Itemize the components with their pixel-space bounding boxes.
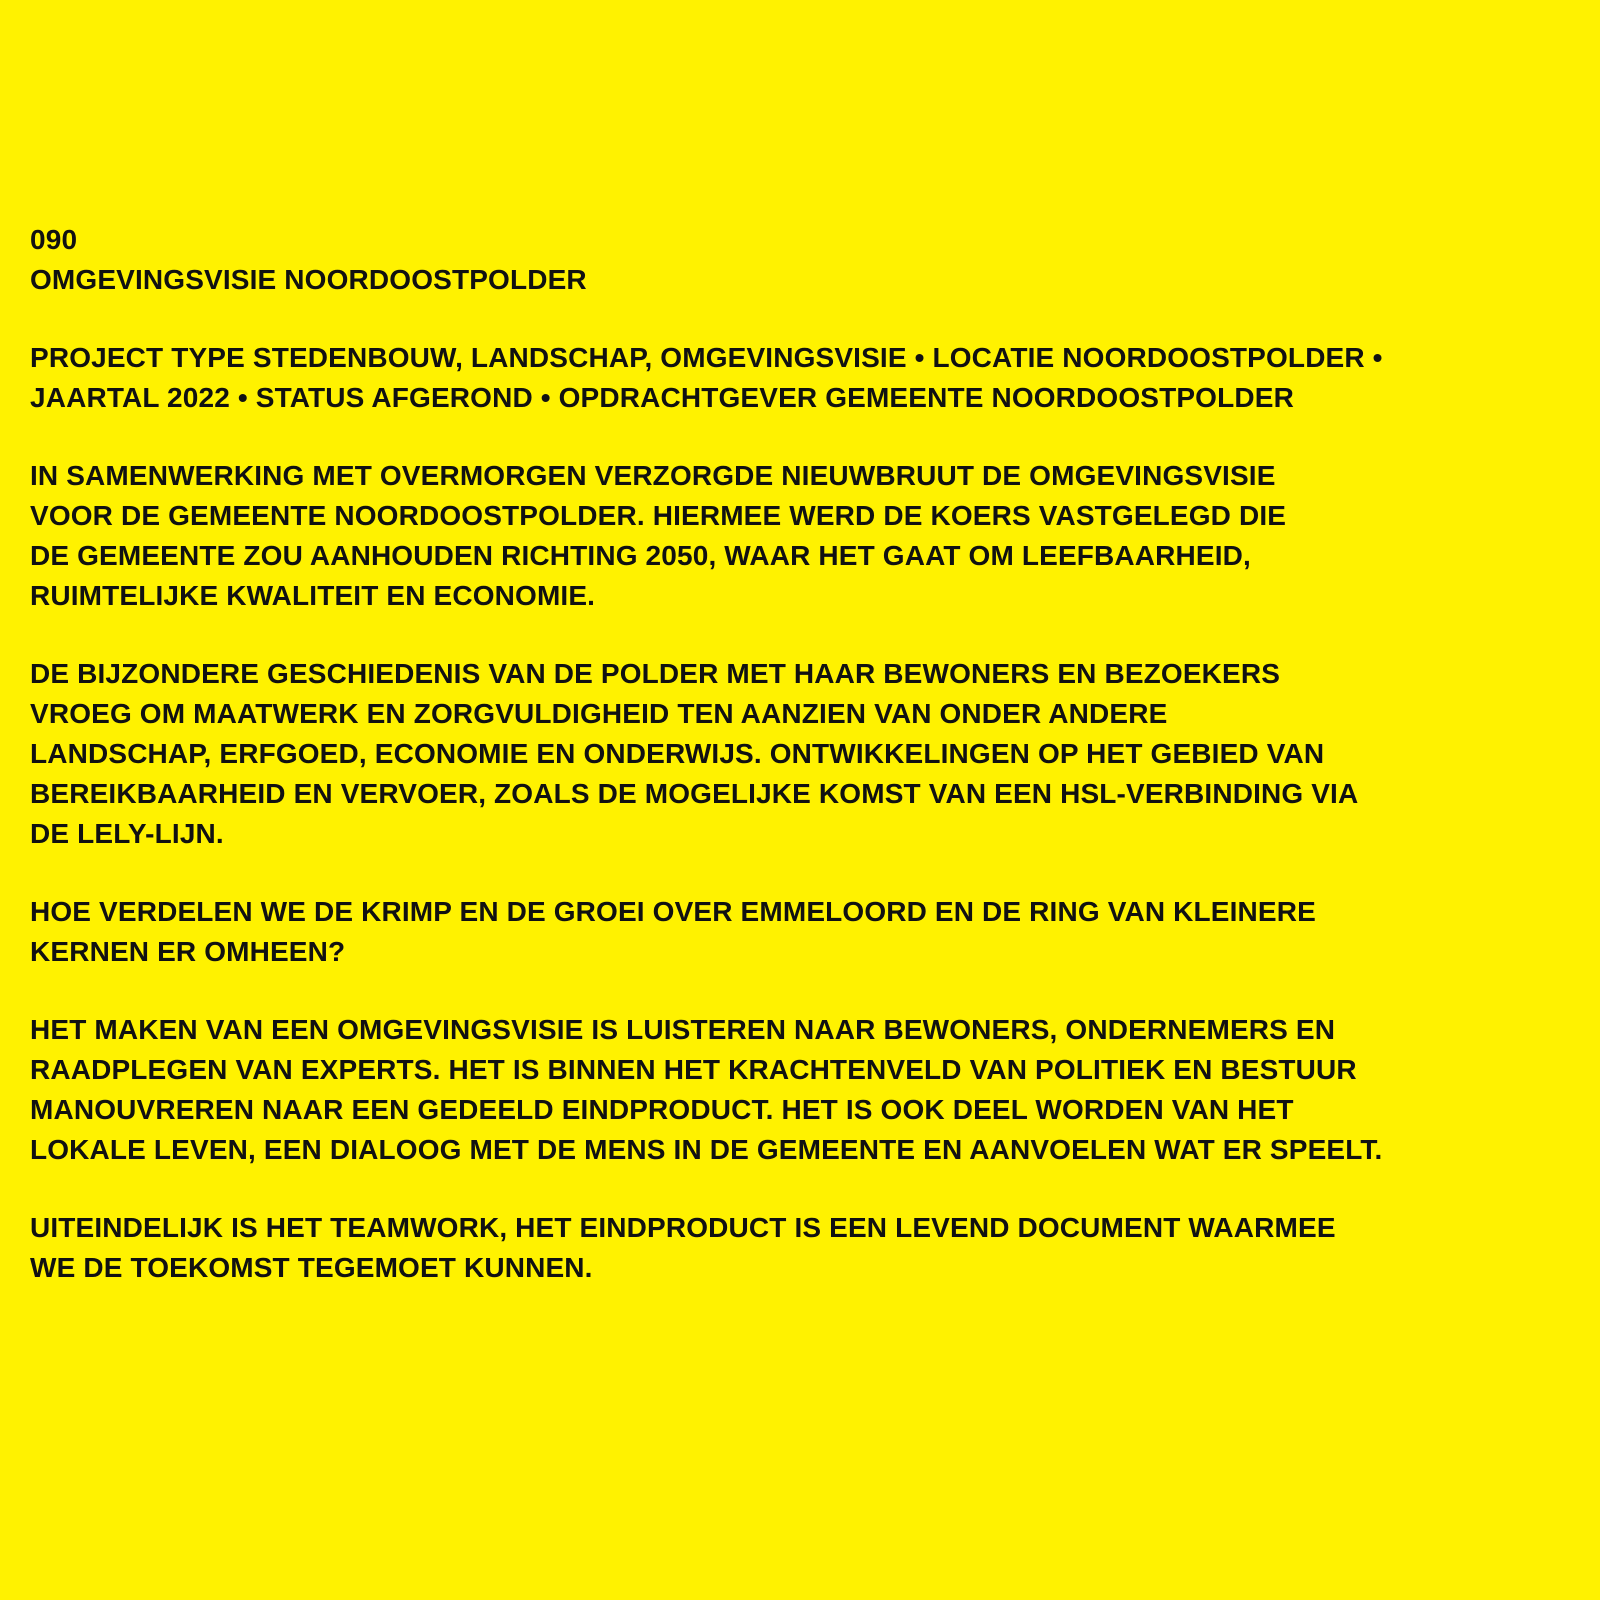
- paragraph-process: [30, 1010, 1575, 1170]
- paragraph-line: RUIMTELIJKE KWALITEIT EN ECONOMIE.: [30, 580, 596, 611]
- paragraph-line: MANOUVREREN NAAR EEN GEDEELD EINDPRODUCT. HET IS OOK DEEL WORDEN VAN HET: [30, 1094, 1294, 1125]
- paragraph-line: KERNEN ER OMHEEN?: [30, 936, 346, 967]
- paragraph-line: DE BIJZONDERE GESCHIEDENIS VAN DE POLDER MET HAAR BEWONERS EN BEZOEKERS: [30, 658, 1281, 689]
- spacer: [30, 972, 1575, 1010]
- paragraph-question: [30, 892, 1575, 972]
- paragraph-line: BEREIKBAARHEID EN VERVOER, ZOALS DE MOGELIJKE KOMST VAN EEN HSL-VERBINDING VIA: [30, 778, 1359, 809]
- project-meta-line: JAARTAL 2022 • STATUS AFGEROND • OPDRACHTGEVER GEMEENTE NOORDOOSTPOLDER: [30, 382, 1294, 413]
- paragraph-intro: [30, 456, 1575, 616]
- spacer: [30, 300, 1575, 338]
- paragraph-line: RAADPLEGEN VAN EXPERTS. HET IS BINNEN HET KRACHTENVELD VAN POLITIEK EN BESTUUR: [30, 1054, 1357, 1085]
- project-title: OMGEVINGSVISIE NOORDOOSTPOLDER: [30, 264, 587, 295]
- paragraph-history: [30, 654, 1575, 854]
- project-number: 090: [30, 224, 78, 255]
- spacer: [30, 616, 1575, 654]
- paragraph-line: DE GEMEENTE ZOU AANHOUDEN RICHTING 2050, WAAR HET GAAT OM LEEFBAARHEID,: [30, 540, 1251, 571]
- project-meta-line: PROJECT TYPE STEDENBOUW, LANDSCHAP, OMGEVINGSVISIE • LOCATIE NOORDOOSTPOLDER •: [30, 342, 1383, 373]
- paragraph-line: IN SAMENWERKING MET OVERMORGEN VERZORGDE NIEUWBRUUT DE OMGEVINGSVISIE: [30, 460, 1276, 491]
- paragraph-line: HOE VERDELEN WE DE KRIMP EN DE GROEI OVER EMMELOORD EN DE RING VAN KLEINERE: [30, 896, 1316, 927]
- paragraph-line: WE DE TOEKOMST TEGEMOET KUNNEN.: [30, 1252, 593, 1283]
- spacer: [30, 418, 1575, 456]
- paragraph-conclusion: [30, 1208, 1575, 1288]
- paragraph-line: LOKALE LEVEN, EEN DIALOOG MET DE MENS IN DE GEMEENTE EN AANVOELEN WAT ER SPEELT.: [30, 1134, 1383, 1165]
- paragraph-line: HET MAKEN VAN EEN OMGEVINGSVISIE IS LUISTEREN NAAR BEWONERS, ONDERNEMERS EN: [30, 1014, 1336, 1045]
- paragraph-line: DE LELY-LIJN.: [30, 818, 224, 849]
- paragraph-line: UITEINDELIJK IS HET TEAMWORK, HET EINDPRODUCT IS EEN LEVEND DOCUMENT WAARMEE: [30, 1212, 1336, 1243]
- spacer: [30, 854, 1575, 892]
- paragraph-line: VROEG OM MAATWERK EN ZORGVULDIGHEID TEN AANZIEN VAN ONDER ANDERE: [30, 698, 1168, 729]
- project-text-block: [30, 220, 1575, 1288]
- paragraph-line: LANDSCHAP, ERFGOED, ECONOMIE EN ONDERWIJS. ONTWIKKELINGEN OP HET GEBIED VAN: [30, 738, 1325, 769]
- project-meta: [30, 338, 1575, 418]
- paragraph-line: VOOR DE GEMEENTE NOORDOOSTPOLDER. HIERMEE WERD DE KOERS VASTGELEGD DIE: [30, 500, 1287, 531]
- spacer: [30, 1170, 1575, 1208]
